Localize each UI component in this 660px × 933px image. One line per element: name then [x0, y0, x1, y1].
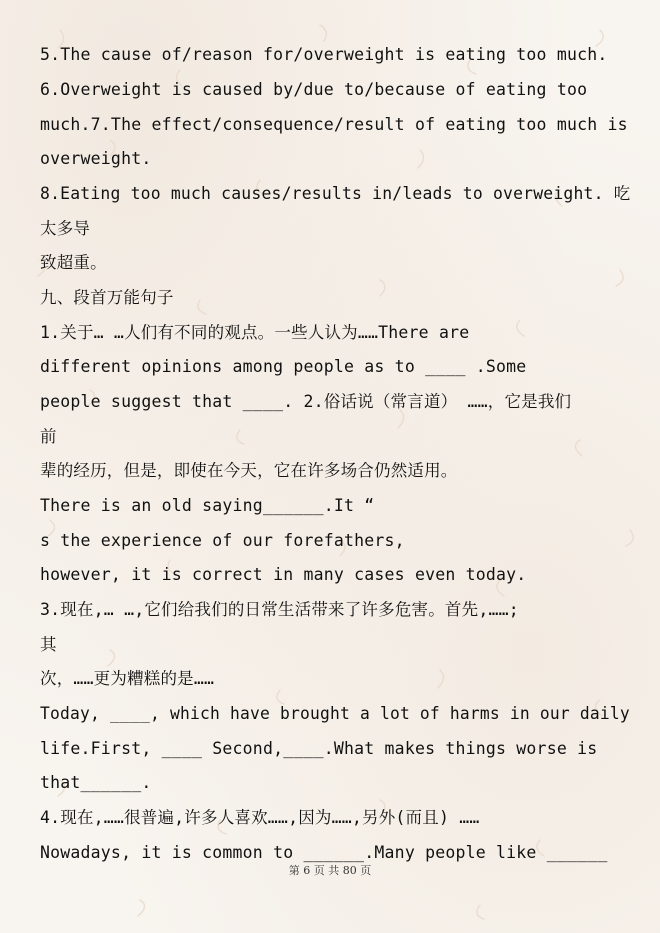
text-line: life.First, ____ Second,____.What makes things worse is: [40, 739, 598, 758]
text-line: that______.: [40, 773, 152, 792]
text-line: 6.Overweight is caused by/due to/because of eating too: [40, 80, 588, 99]
text-line: 次，……更为糟糕的是……: [40, 669, 215, 688]
text-line: 4.现在,……很普遍,许多人喜欢……,因为……,另外(而且) ……: [40, 808, 480, 827]
text-line: Today, ____, which have brought a lot of harms in our daily: [40, 704, 630, 723]
section-heading: 九、段首万能句子: [40, 288, 174, 307]
text-line: 辈的经历，但是，即使在今天，它在许多场合仍然适用。: [40, 461, 458, 480]
text-line: 其: [40, 635, 57, 654]
text-line: There is an old saying______.It “: [40, 496, 375, 515]
text-line: 8.Eating too much causes/results in/leads to overweight. 吃: [40, 184, 631, 203]
text-line: 3.现在,… …,它们给我们的日常生活带来了许多危害。首先,……;: [40, 600, 519, 619]
text-line: overweight.: [40, 149, 152, 168]
text-line: s the experience of our forefathers,: [40, 531, 405, 550]
text-line: however, it is correct in many cases even today.: [40, 565, 527, 584]
text-line: different opinions among people as to ____ .Some: [40, 357, 527, 376]
page-footer: 第 6 页 共 80 页: [288, 864, 372, 877]
text-line: 前: [40, 427, 57, 446]
text-line: 1.关于… …人们有不同的观点。一些人认为……There are: [40, 323, 470, 342]
text-line: Nowadays, it is common to ______.Many people like ______: [40, 843, 608, 862]
text-line: 5.The cause of/reason for/overweight is eating too much.: [40, 45, 608, 64]
text-line: much.7.The effect/consequence/result of eating too much is: [40, 115, 628, 134]
text-line: 太多导: [40, 219, 91, 238]
text-line: people suggest that ____. 2.俗话说（常言道） ……，它是我们: [40, 392, 572, 411]
text-line: 致超重。: [40, 253, 107, 272]
